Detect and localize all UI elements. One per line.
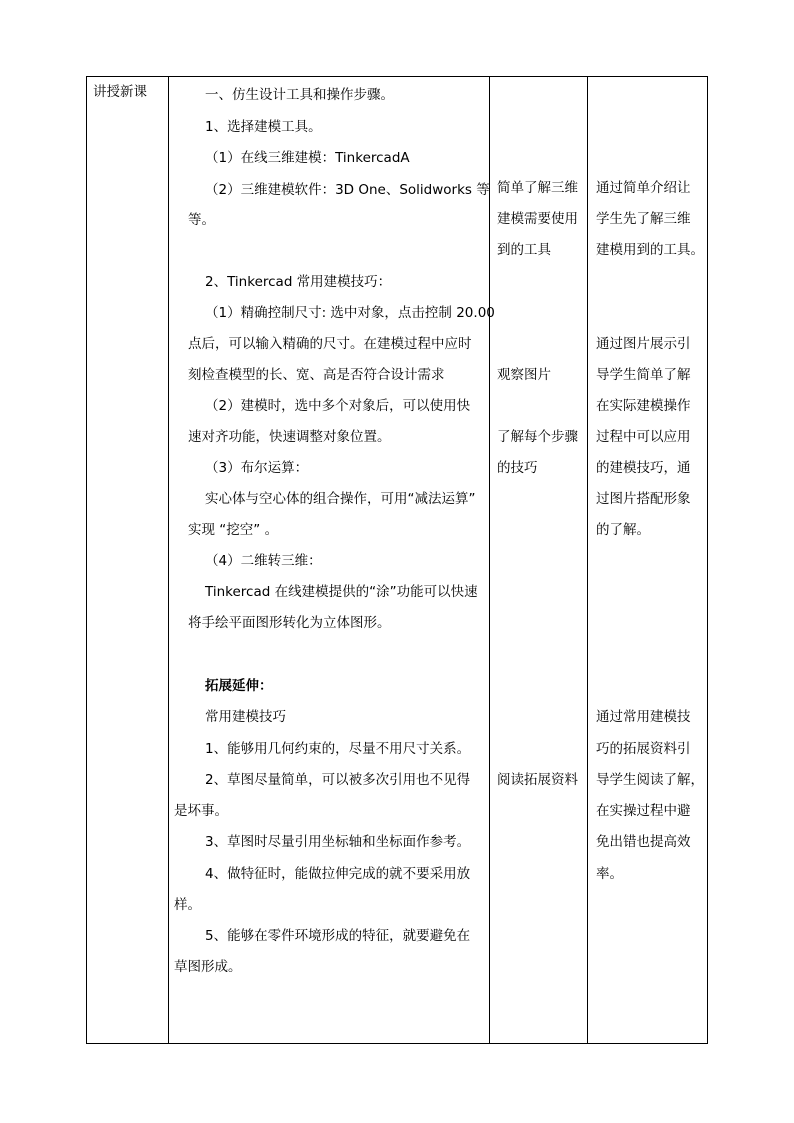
intent-line: 建模用到的工具。: [596, 242, 704, 258]
activity-cell: [490, 77, 587, 1043]
intent-line: 通过常用建模技: [596, 709, 691, 725]
content-line: 1、能够用几何约束的，尽量不用尺寸关系。: [205, 741, 471, 757]
intent-line: 通过图片展示引: [596, 336, 691, 352]
content-line: （2）三维建模软件：3D One、Solidworks 等: [205, 182, 490, 198]
content-line: Tinkercad 在线建模提供的“涂”功能可以快速: [205, 584, 478, 600]
activity-line: 观察图片: [497, 367, 551, 383]
section-label: 讲授新课: [93, 84, 147, 100]
content-line: 4、做特征时，能做拉伸完成的就不要采用放: [205, 866, 471, 882]
content-line: 1、选择建模工具。: [205, 119, 322, 135]
content-line: （2）建模时，选中多个对象后，可以使用快: [205, 398, 471, 414]
content-line: 常用建模技巧: [205, 709, 286, 725]
content-line: 速对齐功能，快速调整对象位置。: [188, 429, 391, 445]
lesson-table: [86, 76, 708, 1044]
content-line: 是坏事。: [174, 803, 228, 819]
intent-line: 率。: [596, 866, 623, 882]
activity-line: 的技巧: [497, 460, 538, 476]
content-line: 等。: [188, 212, 215, 228]
intent-line: 通过简单介绍让: [596, 180, 691, 196]
content-line: 将手绘平面图形转化为立体图形。: [188, 615, 391, 631]
content-line: 实心体与空心体的组合操作，可用“减法运算”: [205, 491, 476, 507]
intent-cell: [588, 77, 708, 1043]
content-line: （4）二维转三维：: [205, 553, 322, 569]
activity-line: 简单了解三维: [497, 180, 578, 196]
intent-line: 在实际建模操作: [596, 398, 691, 414]
content-line: 点后，可以输入精确的尺寸。在建模过程中应时: [188, 336, 472, 352]
content-line: 草图形成。: [174, 959, 242, 975]
content-line: 2、草图尽量简单，可以被多次引用也不见得: [205, 772, 471, 788]
activity-line: 建模需要使用: [497, 211, 578, 227]
content-line: 5、能够在零件环境形成的特征，就要避免在: [205, 928, 471, 944]
intent-line: 过程中可以应用: [596, 429, 691, 445]
content-heading: 一、仿生设计工具和操作步骤。: [205, 87, 394, 103]
content-line: 3、草图时尽量引用坐标轴和坐标面作参考。: [205, 834, 471, 850]
intent-line: 在实操过程中避: [596, 803, 691, 819]
content-cell: [169, 77, 495, 1043]
intent-line: 导学生简单了解: [596, 367, 691, 383]
activity-line: 阅读拓展资料: [497, 772, 578, 788]
content-line: （1）精确控制尺寸: 选中对象，点击控制 20.00: [205, 305, 495, 321]
content-line: 实现 “挖空” 。: [188, 522, 279, 538]
intent-line: 免出错也提高效: [596, 834, 691, 850]
activity-line: 到的工具: [497, 242, 551, 258]
section-cell: [87, 77, 168, 1043]
content-line: 样。: [174, 897, 201, 913]
intent-line: 的建模技巧，通: [596, 460, 691, 476]
extension-heading: 拓展延伸：: [205, 678, 273, 694]
content-line: （1）在线三维建模：TinkercadA: [205, 150, 410, 166]
intent-line: 学生先了解三维: [596, 211, 691, 227]
intent-line: 的了解。: [596, 522, 650, 538]
activity-line: 了解每个步骤: [497, 429, 578, 445]
intent-line: 巧的拓展资料引: [596, 741, 691, 757]
content-line: 2、Tinkercad 常用建模技巧：: [205, 274, 392, 290]
intent-line: 过图片搭配形象: [596, 491, 691, 507]
content-line: 刻检查模型的长、宽、高是否符合设计需求: [188, 367, 445, 383]
content-line: （3）布尔运算：: [205, 460, 309, 476]
intent-line: 导学生阅读了解，: [596, 772, 704, 788]
